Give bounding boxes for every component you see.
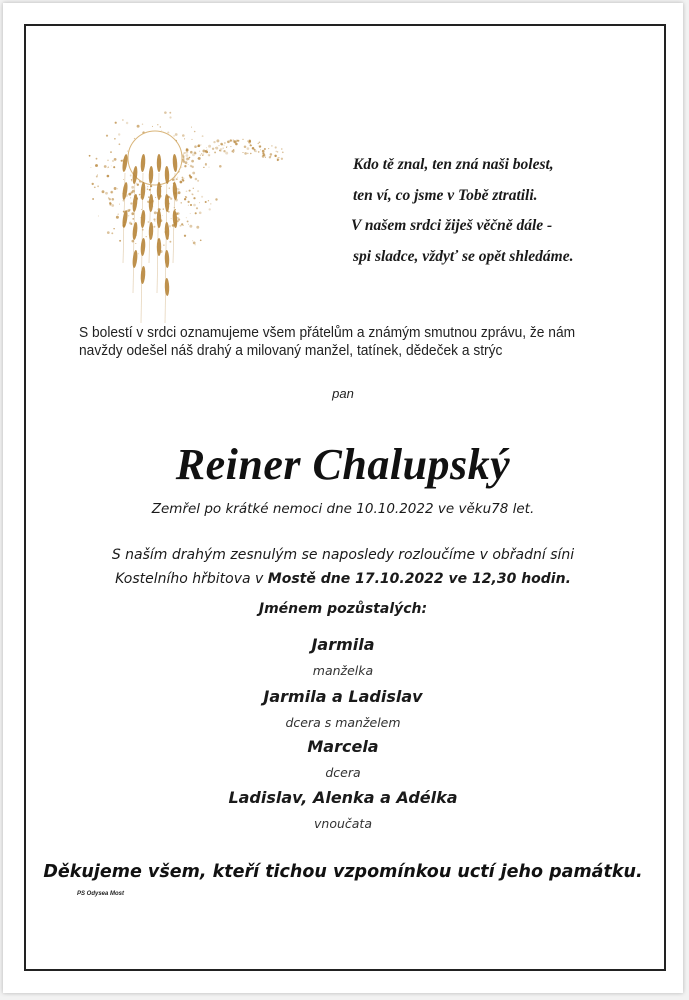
poem-line-4: spi sladce, vždyť se opět shledáme. [353,247,574,265]
obituary-page [3,3,683,993]
deceased-name: Reiner Chalupský [175,440,511,489]
survivor-name: Jarmila a Ladislav [263,687,423,706]
poem-line-1: Kdo tě znal, ten zná naši bolest, [353,156,554,173]
survivor-name: Jarmila [311,635,375,654]
moon-leaves-ornament-icon [63,103,293,323]
poem-line-2: ten ví, co jsme v Tobě ztratili. [353,186,538,204]
poem-line-3: V našem srdci žiješ věčně dále - [351,217,553,234]
survivor-relation: vnoučata [314,816,372,831]
funeral-service-credit: PS Odysea Most [77,891,125,897]
ceremony-line-2 [3,567,683,591]
announcement-line-1: S bolestí v srdci oznamujeme všem přátelům a známým smutnou zprávu, že nám [79,325,576,341]
ceremony-line-1: S naším drahým zesnulým se naposledy rozloučíme v obřadní síni [111,547,575,563]
survivor-relation: dcera s manželem [285,715,401,730]
ceremony-date-time: Mostě dne 17.10.2022 ve 12,30 hodin. [267,571,571,587]
poem [333,153,633,275]
survivor-relation: dcera [325,765,361,780]
announcement-line-2: navždy odešel náš drahý a milovaný manžel, tatínek, dědeček a strýc [79,343,503,359]
salutation: pan [332,386,354,401]
survivor-name: Ladislav, Alenka a Adélka [228,788,458,807]
ceremony-info [3,543,683,591]
announcement [79,324,592,360]
survivor-relation: manželka [312,663,374,678]
on-behalf-label: Jménem pozůstalých: [258,601,428,617]
survivor-name: Marcela [307,737,379,756]
death-notice: Zemřel po krátké nemoci dne 10.10.2022 ve věku78 let. [151,501,535,517]
ceremony-line-2-prefix: Kostelního hřbitova v [115,571,268,587]
thanks-line: Děkujeme všem, kteří tichou vzpomínkou uctí jeho památku. [43,862,643,882]
